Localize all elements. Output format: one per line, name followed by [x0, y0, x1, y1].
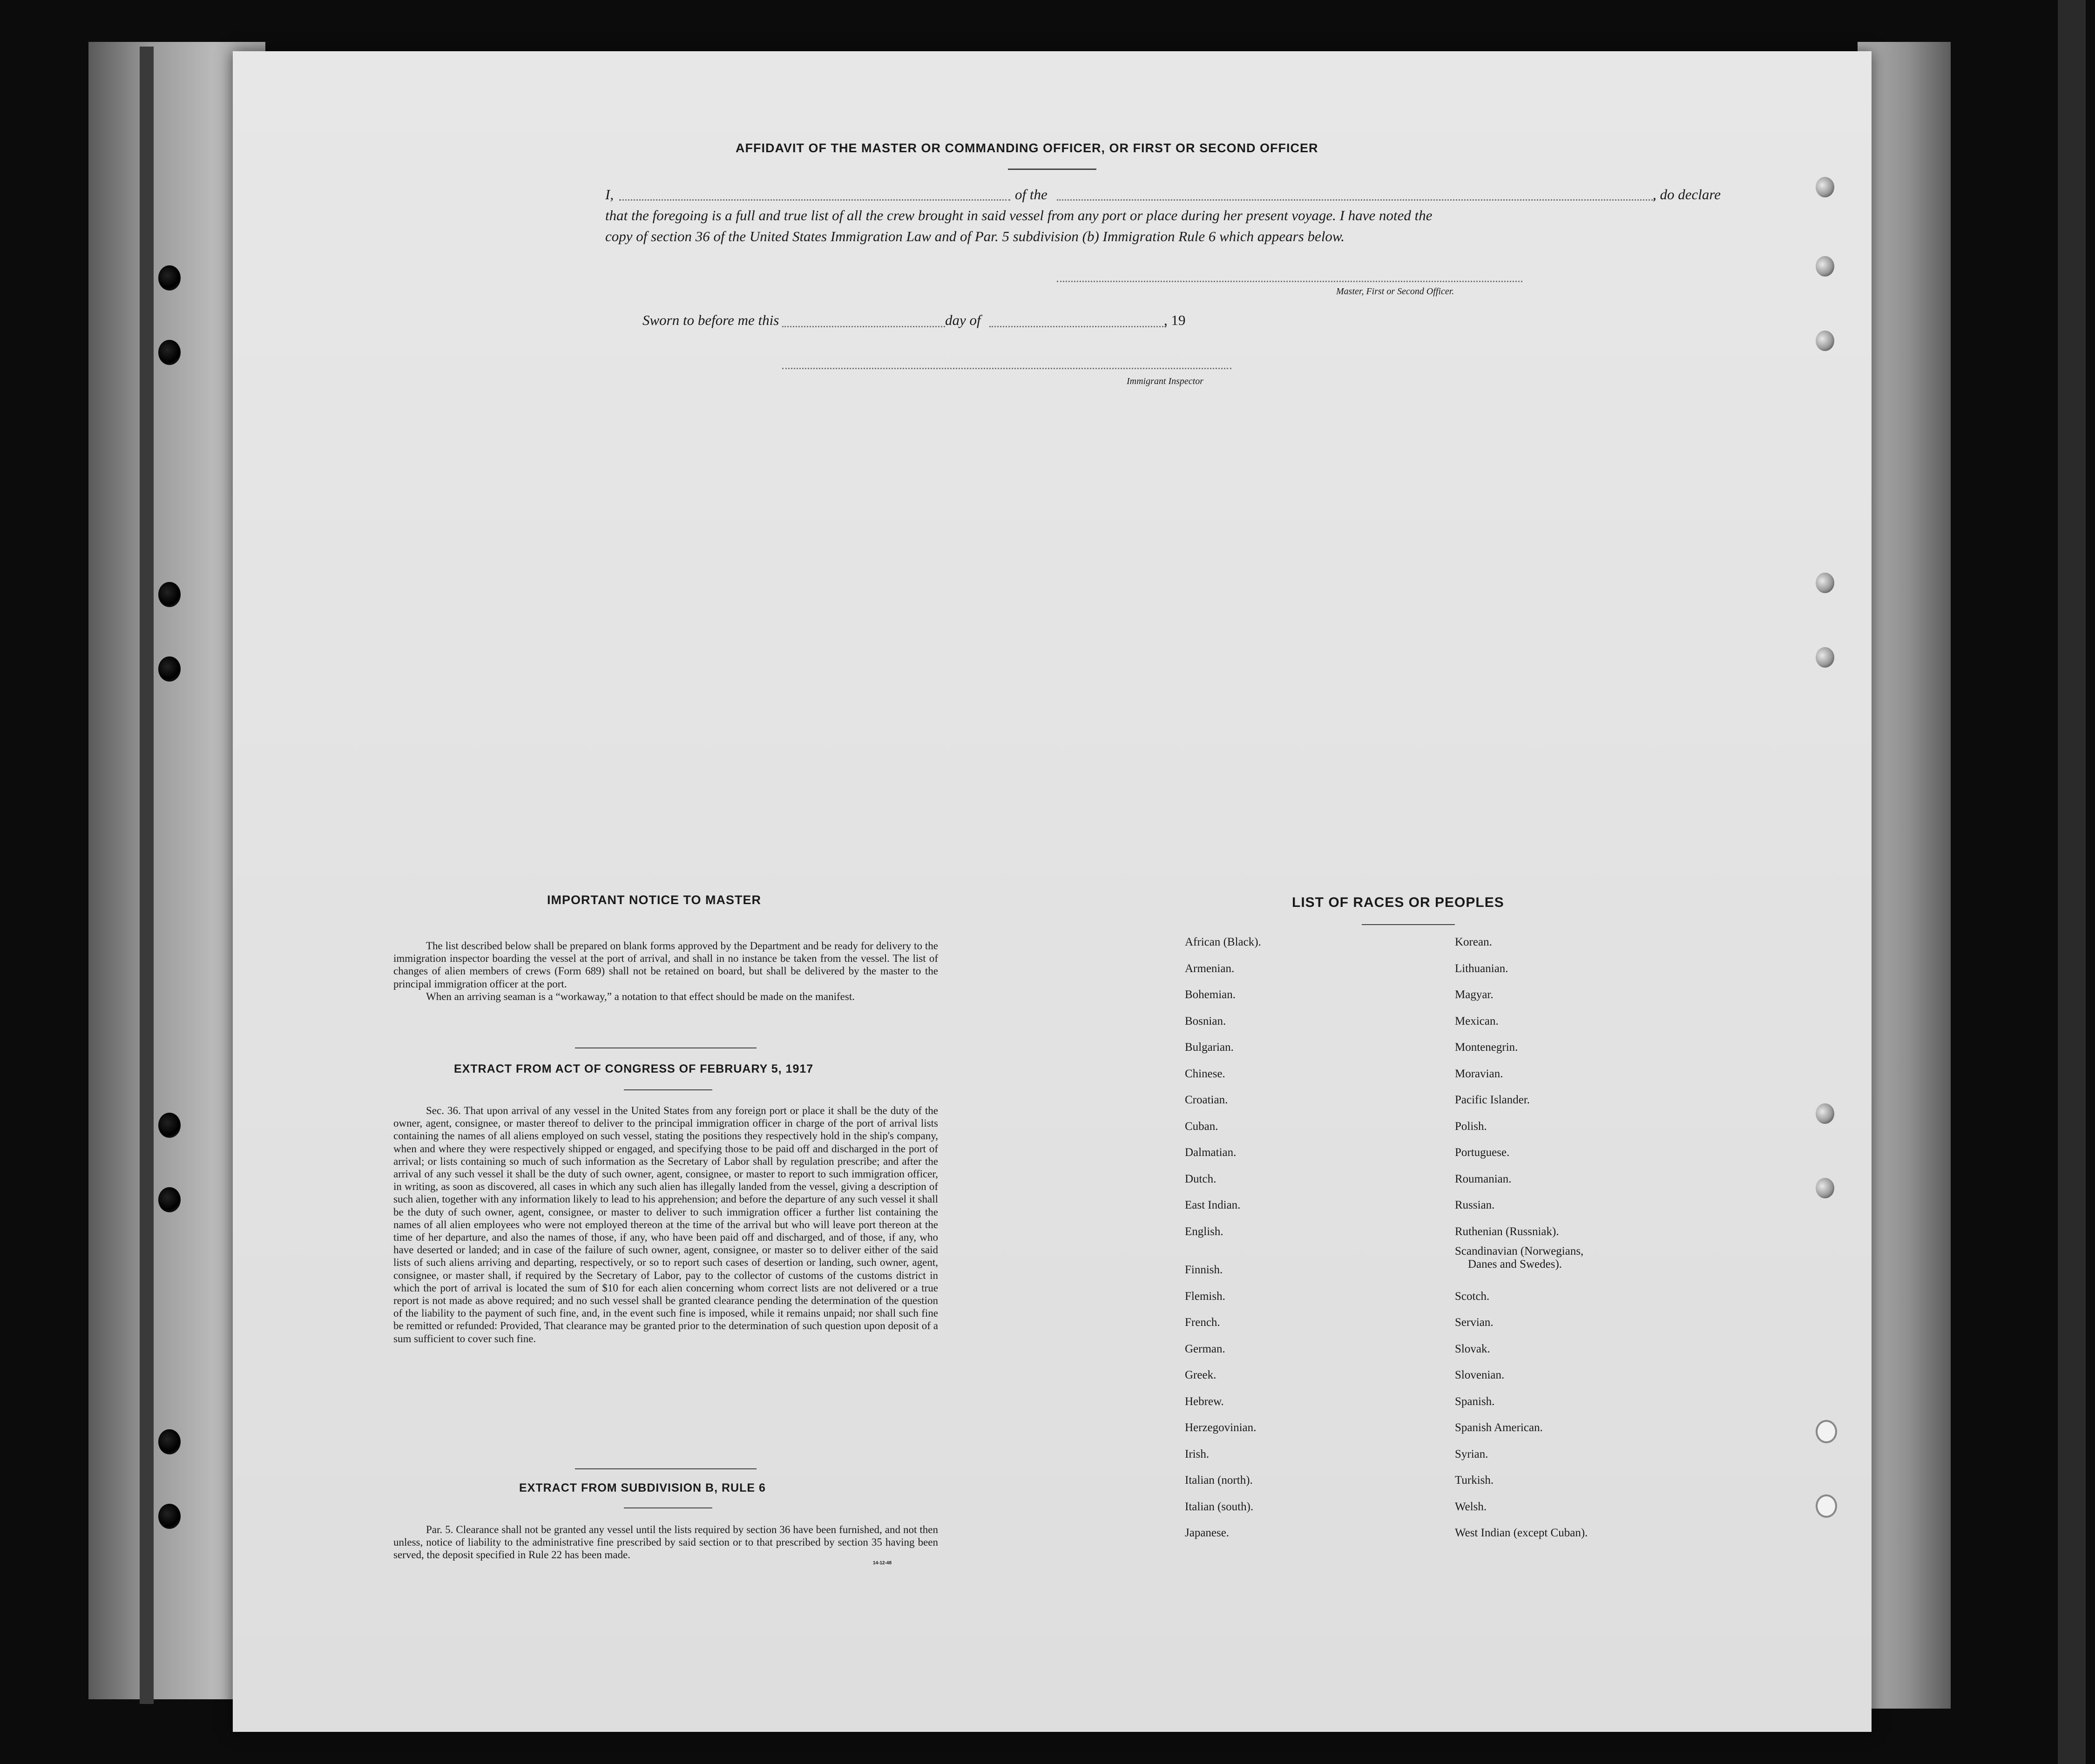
- vessel-blank[interactable]: [1057, 199, 1655, 201]
- punch-hole: [1816, 256, 1834, 277]
- binder-hole: [158, 1504, 181, 1529]
- title-underline: [1008, 169, 1096, 170]
- race-item: Croatian.: [1185, 1094, 1228, 1106]
- extract-rule-text: Par. 5. Clearance shall not be granted any vessel until the lists required by section 36 have been furnished, and not then unless, notice of liability to the administrative fine prescribed by said section or to that prescribed by section 35 having been served, the deposit specified in Rule 22 has been made.: [393, 1524, 938, 1561]
- document-page: [233, 51, 1872, 1732]
- race-item: Moravian.: [1455, 1067, 1503, 1080]
- form-number: 14-12-48: [873, 1561, 892, 1566]
- race-item: Italian (south).: [1185, 1500, 1254, 1513]
- race-item: Turkish.: [1455, 1474, 1494, 1487]
- race-item: Roumanian.: [1455, 1172, 1512, 1185]
- binder-hole: [158, 1187, 181, 1212]
- race-item: Greek.: [1185, 1369, 1216, 1381]
- race-item: East Indian.: [1185, 1199, 1241, 1211]
- binder-right-edge: [1858, 42, 1951, 1709]
- race-item: Bosnian.: [1185, 1014, 1226, 1027]
- sworn-month-blank[interactable]: [989, 326, 1166, 327]
- punch-hole: [1816, 1103, 1834, 1124]
- punch-hole: [1816, 331, 1834, 351]
- notice-title: IMPORTANT NOTICE TO MASTER: [547, 893, 761, 907]
- race-item: Cuban.: [1185, 1120, 1218, 1133]
- race-item: Spanish.: [1455, 1395, 1495, 1408]
- race-item: English.: [1185, 1225, 1223, 1238]
- race-item: Slovak.: [1455, 1342, 1490, 1355]
- punch-hole: [1816, 1178, 1834, 1198]
- race-item: Herzegovinian.: [1185, 1421, 1257, 1434]
- race-item: Bulgarian.: [1185, 1041, 1234, 1054]
- race-item: Portuguese.: [1455, 1146, 1510, 1159]
- race-item: Danes and Swedes).: [1468, 1258, 1562, 1271]
- punch-hole: [1816, 647, 1834, 668]
- race-item: Polish.: [1455, 1120, 1487, 1133]
- notice-paragraph-2: When an arriving seaman is a “workaway,” a notation to that effect should be made on the manifest.: [426, 990, 855, 1002]
- races-title: LIST OF RACES OR PEOPLES: [1292, 895, 1504, 910]
- notice-paragraph-1: The list described below shall be prepared on blank forms approved by the Department and be ready for delivery to the immigration inspector boarding the vessel at the port of arrival, and shall in no instance be taken from the vessel. The list of changes of alien members of crews (Form 689) shall not be retained on board, but shall be delivered by the master to the principal immigration officer at the port.: [393, 940, 938, 990]
- race-item: German.: [1185, 1342, 1225, 1355]
- race-item: African (Black).: [1185, 936, 1261, 948]
- race-item: Japanese.: [1185, 1527, 1230, 1539]
- race-item: Pacific Islander.: [1455, 1094, 1530, 1106]
- race-item: Dutch.: [1185, 1172, 1216, 1185]
- race-item: Flemish.: [1185, 1290, 1225, 1303]
- race-item: Syrian.: [1455, 1447, 1488, 1460]
- race-item: Finnish.: [1185, 1264, 1223, 1276]
- sworn-day-blank[interactable]: [782, 326, 945, 327]
- extract-act-title: EXTRACT FROM ACT OF CONGRESS OF FEBRUARY 5, 1917: [454, 1062, 814, 1075]
- race-item: Chinese.: [1185, 1067, 1225, 1080]
- race-item: Irish.: [1185, 1447, 1210, 1460]
- race-item: Servian.: [1455, 1316, 1494, 1329]
- punch-hole-ring: [1816, 1420, 1837, 1443]
- sworn-day-of: day of: [945, 312, 981, 328]
- extract-act-text: Sec. 36. That upon arrival of any vessel in the United States from any foreign port or place it shall be the duty of the owner, agent, consignee, or master thereof to deliver to the principal immigration officer in charge of the port of arrival lists containing the names of all aliens employed on such vessel, stating the positions they respectively hold in the ship's company, when and where they were respectively shipped or engaged, and specifying those to be paid off and discharged in the port of arrival; or lists containing so much of such information as the Secretary of Labor shall by regulation prescribe; and after the arrival of any such vessel it shall be the duty of such owner, agent, consignee, or master to report to such immigration officer, in writing, as soon as discovered, all cases in which any such alien has illegally landed from the vessel, giving a description of such alien, together with any information likely to lead to his apprehension; and before the departure of any such vessel it shall be the duty of such owner, agent, consignee, or master to deliver to such immigration officer a further list containing the names of all alien employees who were not employed thereon at the time of the arrival but who will leave port thereon at the time of her departure, and also the names of those, if any, who have been paid off and discharged, and of those, if any, who have deserted or landed; and in case of the failure of such owner, agent, consignee, or master so to deliver either of the said lists of such aliens arriving and departing, respectively, or so to report such cases of desertion or landing, such owner, agent, consignee, or master shall, if required by the Secretary of Labor, pay to the collector of customs of the customs district in which the port of arrival is located the sum of $10 for each alien concerning whom correct lists are not delivered or a true report is not made as above required; and no such vessel shall be granted clearance pending the determination of the question of the liability to the payment of such fine, and, in the event such fine is imposed, while it remains unpaid; nor shall such fine be remitted or refunded: Provided, That clearance may be granted prior to the determination of such question upon deposit of a sum sufficient to cover such fine.: [393, 1105, 938, 1345]
- race-item: Russian.: [1455, 1199, 1495, 1211]
- race-item: Welsh.: [1455, 1500, 1487, 1513]
- race-item: Scotch.: [1455, 1290, 1490, 1303]
- extract-act-body: [393, 1104, 938, 1345]
- binder-hole: [158, 1429, 181, 1454]
- binder-spine: [140, 47, 154, 1704]
- affidavit-line2: that the foregoing is a full and true list of all the crew brought in said vessel from any port or place during her present voyage. I have noted the: [605, 207, 1433, 223]
- sworn-year: , 19: [1164, 312, 1186, 328]
- title-underline: [624, 1507, 712, 1508]
- race-item: Magyar.: [1455, 988, 1494, 1001]
- notice-body: [393, 939, 938, 1003]
- section-divider: [575, 1468, 757, 1469]
- race-item: Scandinavian (Norwegians,: [1455, 1245, 1584, 1257]
- affidavit-of-the: of the: [1015, 186, 1048, 203]
- race-item: Spanish American.: [1455, 1421, 1543, 1434]
- race-item: Lithuanian.: [1455, 962, 1508, 975]
- affidavit-declare: , do declare: [1653, 186, 1721, 203]
- affidavit-title: AFFIDAVIT OF THE MASTER OR COMMANDING OFFICER, OR FIRST OR SECOND OFFICER: [736, 141, 1318, 155]
- race-item: Armenian.: [1185, 962, 1235, 975]
- inspector-label: Immigrant Inspector: [1127, 376, 1203, 386]
- race-item: Hebrew.: [1185, 1395, 1224, 1408]
- race-item: Korean.: [1455, 936, 1492, 948]
- title-underline: [1362, 924, 1455, 925]
- race-item: Bohemian.: [1185, 988, 1236, 1001]
- affidavit-i: I,: [605, 186, 614, 203]
- race-item: West Indian (except Cuban).: [1455, 1527, 1588, 1539]
- inspector-signature-line[interactable]: [782, 368, 1231, 369]
- race-item: Ruthenian (Russniak).: [1455, 1225, 1559, 1238]
- race-item: Mexican.: [1455, 1014, 1499, 1027]
- sworn-prefix: Sworn to before me this: [642, 312, 779, 328]
- race-item: Montenegrin.: [1455, 1041, 1518, 1054]
- right-dark-edge: [2058, 0, 2086, 1764]
- name-blank[interactable]: [619, 199, 1010, 201]
- race-item: Italian (north).: [1185, 1474, 1253, 1487]
- punch-hole: [1816, 573, 1834, 593]
- master-signature-label: Master, First or Second Officer.: [1336, 286, 1454, 297]
- extract-rule-title: EXTRACT FROM SUBDIVISION B, RULE 6: [519, 1481, 766, 1494]
- master-signature-line[interactable]: [1057, 281, 1522, 282]
- title-underline: [624, 1089, 712, 1090]
- binder-hole: [158, 265, 181, 291]
- extract-rule-body: [393, 1523, 938, 1561]
- punch-hole-ring: [1816, 1494, 1837, 1518]
- race-item: French.: [1185, 1316, 1220, 1329]
- race-item: Dalmatian.: [1185, 1146, 1237, 1159]
- punch-hole: [1816, 177, 1834, 197]
- binder-hole: [158, 340, 181, 365]
- binder-hole: [158, 656, 181, 682]
- race-item: Slovenian.: [1455, 1369, 1505, 1381]
- binder-hole: [158, 582, 181, 607]
- binder-hole: [158, 1113, 181, 1138]
- affidavit-line3: copy of section 36 of the United States Immigration Law and of Par. 5 subdivision (b) Immigration Rule 6 which appears below.: [605, 228, 1345, 244]
